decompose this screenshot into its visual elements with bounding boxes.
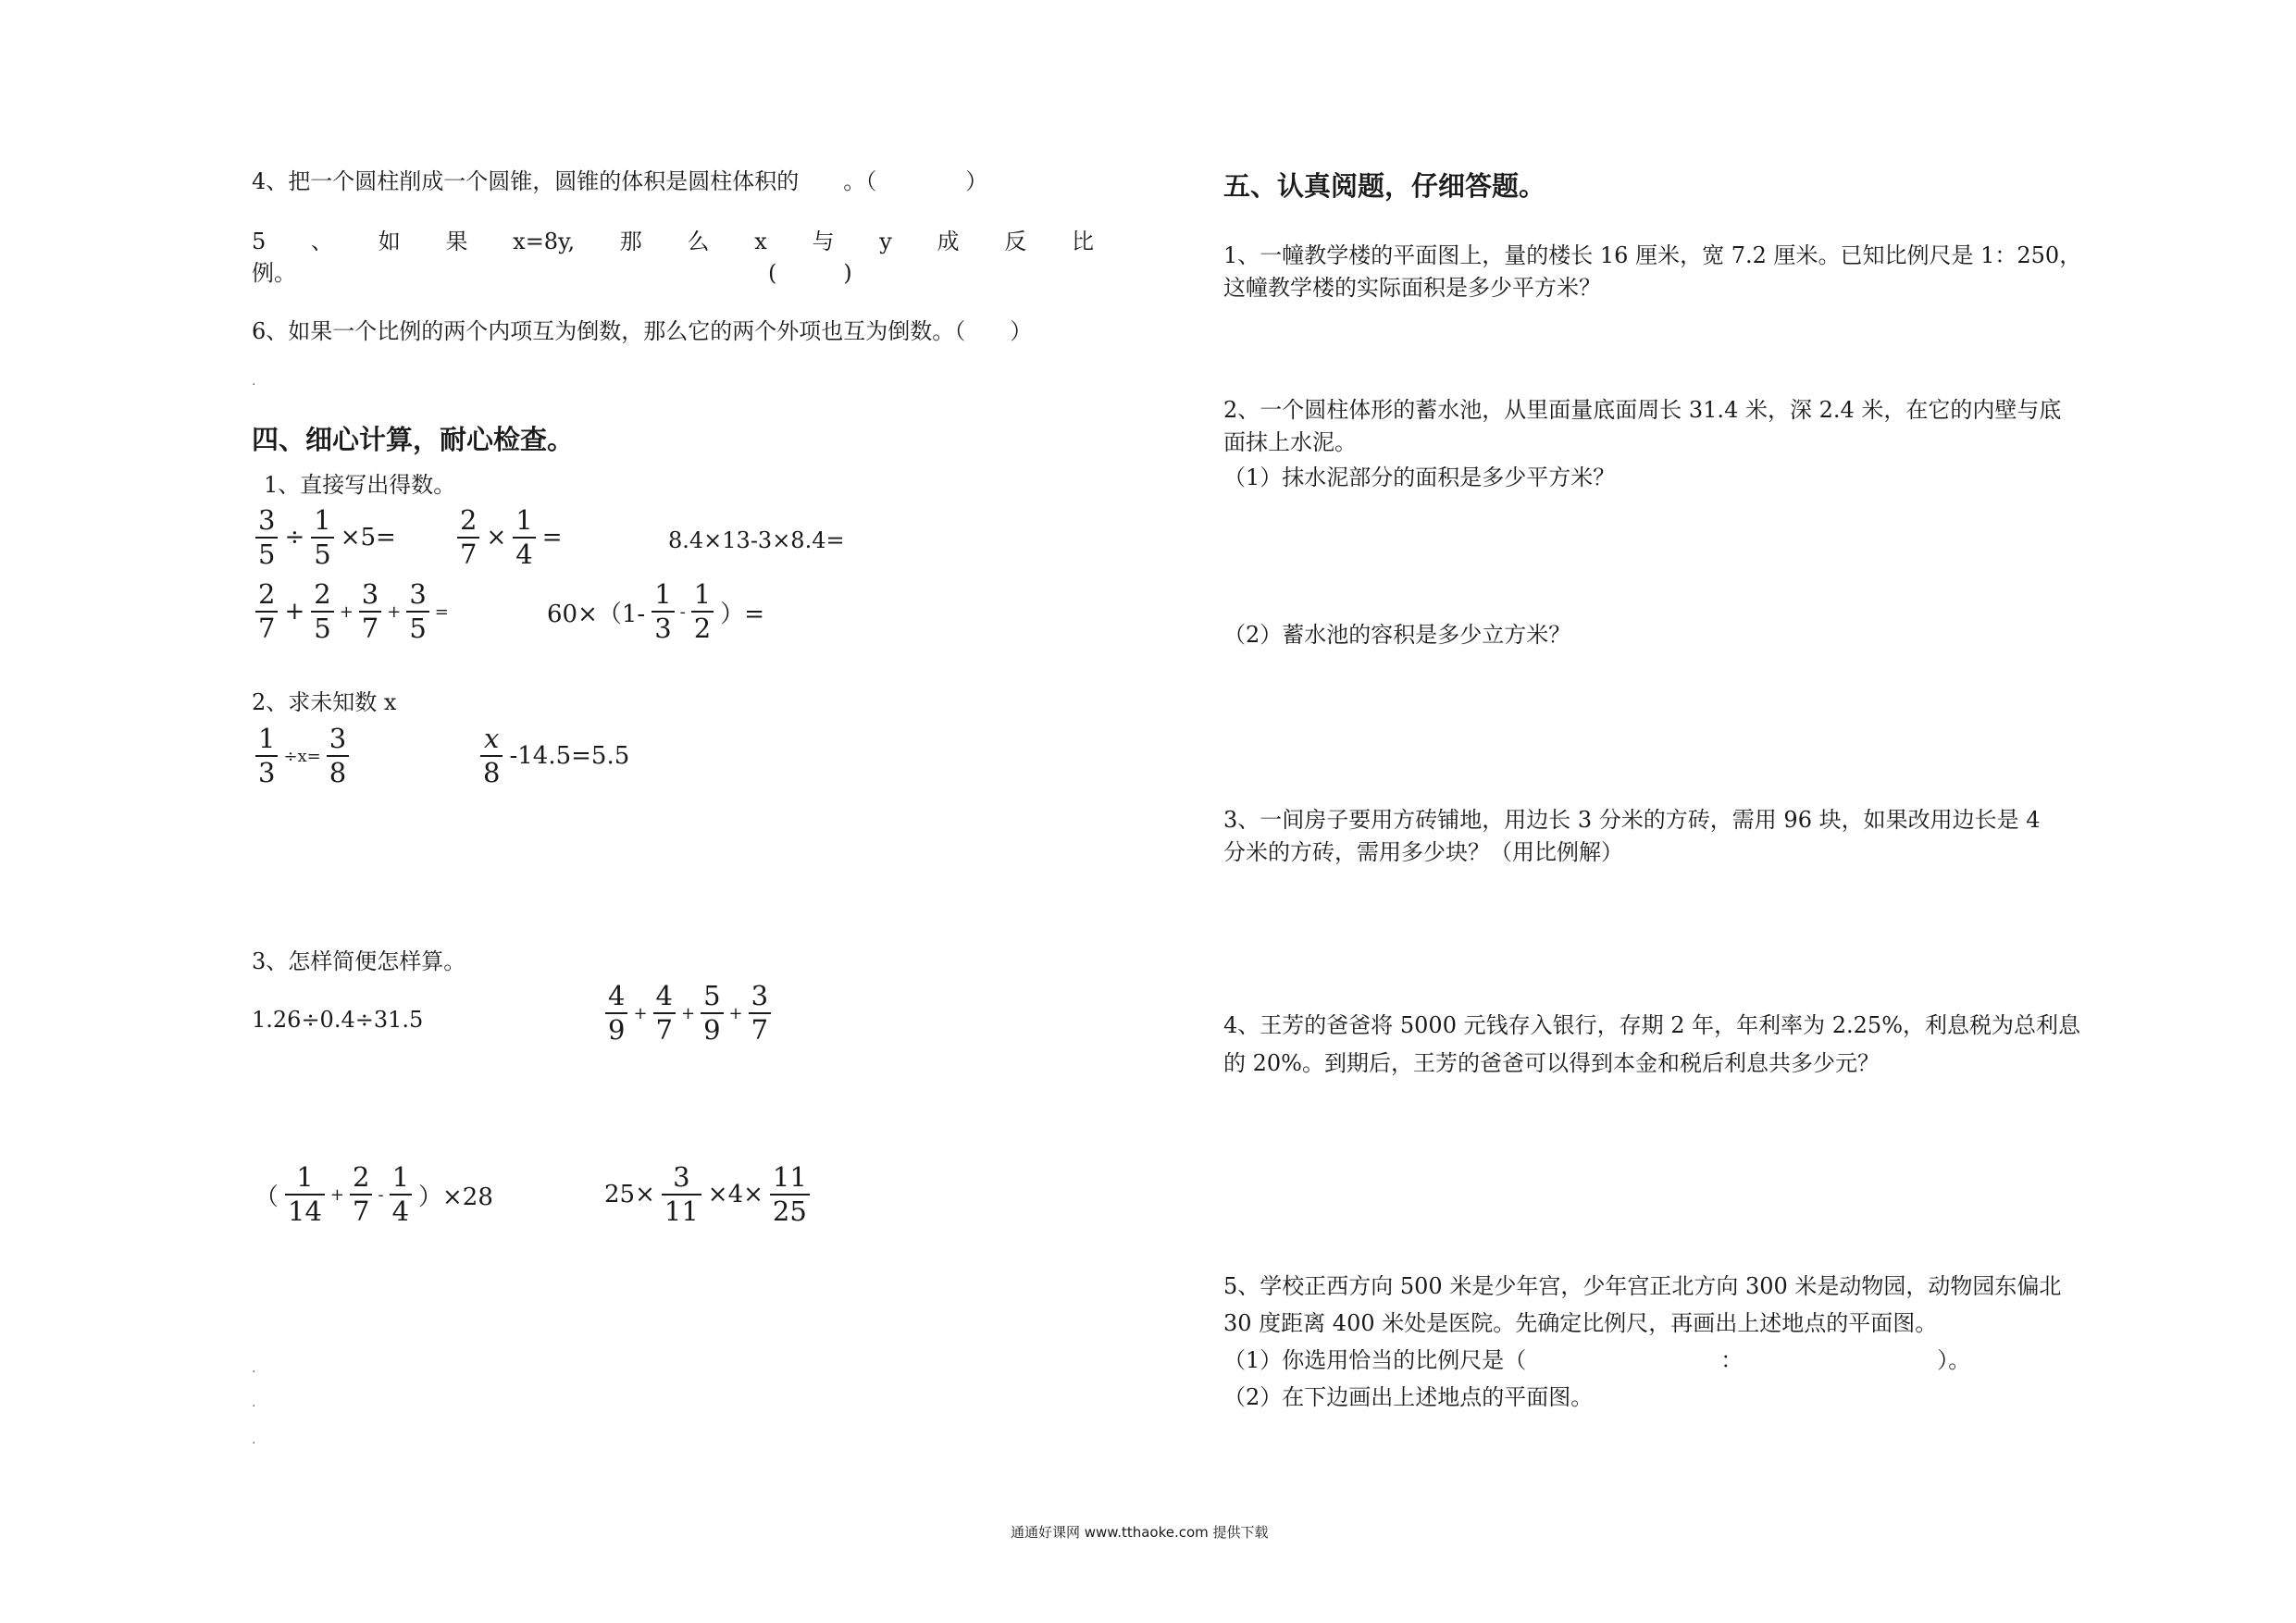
operator: -14.5=5.5	[509, 742, 630, 770]
question-5-line1	[252, 227, 1094, 256]
problem-2-line1: 2、一个圆柱体形的蓄水池，从里面量底面周长 31.4 米，深 2.4 米，在它的内壁与底	[1223, 397, 2062, 423]
expression-e4	[252, 578, 451, 644]
expression-e2	[453, 504, 565, 570]
operator: +	[339, 601, 354, 622]
scale-colon: ：	[1720, 1347, 1744, 1373]
fraction: $\frac{1}{5}$	[311, 507, 333, 568]
fraction: $\frac{1}{3}$	[255, 725, 278, 787]
expression-e8: 1.26÷0.4÷31.5	[252, 1007, 424, 1033]
problem-1-line2: 这幢教学楼的实际面积是多少平方米？	[1223, 275, 1601, 301]
fraction: $\frac{x}{8}$	[480, 725, 503, 787]
operator: 25×	[604, 1181, 655, 1208]
q5-token: y	[879, 229, 892, 254]
stray-dot: ·	[252, 1399, 256, 1414]
operator: +	[728, 1003, 743, 1023]
problem-4-line1: 4、王芳的爸爸将 5000 元钱存入银行，存期 2 年，年利率为 2.25%，利息税为总利息	[1223, 1012, 2081, 1038]
question-4: 4、把一个圆柱削成一个圆锥，圆锥的体积是圆柱体积的 。（ ）	[252, 168, 988, 194]
expression-e10	[252, 1161, 496, 1227]
q5-token: 、	[311, 229, 333, 254]
fraction: $\frac{11}{25}$	[770, 1164, 810, 1225]
operator: （	[254, 1183, 279, 1211]
expression-e7	[477, 725, 632, 787]
fraction: $\frac{4}{7}$	[653, 983, 676, 1044]
operator: +	[387, 601, 402, 622]
fraction: $\frac{3}{5}$	[255, 507, 278, 568]
sub-question-3: 3、怎样简便怎样算。	[252, 948, 466, 974]
problem-3-line1: 3、一间房子要用方砖铺地，用边长 3 分米的方砖，需用 96 块，如果改用边长是 4	[1223, 807, 2041, 833]
operator: +	[329, 1184, 345, 1205]
stray-dot: ·	[252, 1365, 256, 1380]
operator: ）×28	[418, 1183, 493, 1211]
operator: +	[633, 1003, 648, 1023]
expression-e1	[252, 504, 399, 570]
q5-token: 比	[1071, 229, 1094, 254]
expression-e3: 8.4×13-3×8.4=	[668, 527, 845, 553]
question-6: 6、如果一个比例的两个内项互为倒数，那么它的两个外项也互为倒数。（ ）	[252, 318, 1033, 344]
section-4-title: 四、细心计算，耐心检查。	[252, 424, 575, 455]
fraction: $\frac{5}{9}$	[701, 983, 723, 1044]
q5-token: 5	[252, 229, 267, 254]
q5-token: 如	[378, 229, 401, 254]
expression-e6	[252, 725, 353, 787]
question-5-line2: 例。	[252, 260, 296, 286]
fraction: $\frac{3}{7}$	[749, 983, 771, 1044]
fraction: $\frac{1}{4}$	[513, 507, 535, 568]
scale-close: ）。	[1937, 1347, 1971, 1373]
operator: +	[284, 598, 305, 626]
expression-e11	[602, 1161, 813, 1227]
fraction: $\frac{1}{4}$	[390, 1164, 412, 1225]
q5-token: 那	[619, 229, 642, 254]
fraction: $\frac{1}{2}$	[691, 581, 714, 642]
operator: ÷	[284, 524, 305, 551]
question-5-answer-paren: ( )	[768, 260, 852, 286]
q5-token: 反	[1004, 229, 1027, 254]
fraction: $\frac{2}{7}$	[350, 1164, 372, 1225]
q5-token: 么	[687, 229, 710, 254]
problem-5-sub2: （2）在下边画出上述地点的平面图。	[1223, 1384, 1594, 1410]
fraction: $\frac{3}{7}$	[359, 581, 381, 642]
fraction: $\frac{4}{9}$	[605, 983, 627, 1044]
operator: =	[434, 601, 449, 622]
operator: ×	[486, 524, 507, 551]
fraction: $\frac{1}{3}$	[652, 581, 674, 642]
problem-5-line1: 5、学校正西方向 500 米是少年宫，少年宫正北方向 300 米是动物园，动物园东偏北	[1223, 1273, 2062, 1299]
fraction: $\frac{2}{7}$	[457, 507, 479, 568]
operator: -	[679, 601, 686, 622]
sub-question-1: 1、直接写出得数。	[264, 472, 456, 498]
problem-1-line1: 1、一幢教学楼的平面图上，量的楼长 16 厘米，宽 7.2 厘米。已知比例尺是 1：250，	[1223, 242, 2082, 268]
stray-dot: ·	[252, 378, 256, 392]
stray-dot: ·	[252, 1436, 256, 1451]
q5-token: 与	[812, 229, 835, 254]
operator: =	[541, 524, 563, 551]
operator: -	[378, 1184, 384, 1205]
problem-4-line2: 的 20%。到期后，王芳的爸爸可以得到本金和税后利息共多少元？	[1223, 1050, 1880, 1076]
q5-token: x=8y,	[513, 229, 576, 254]
operator: +	[681, 1003, 696, 1023]
q5-token: 成	[937, 229, 960, 254]
sub-question-2: 2、求未知数 x	[252, 689, 397, 715]
operator: ÷x=	[283, 746, 321, 766]
fraction: $\frac{2}{7}$	[255, 581, 278, 642]
fraction: $\frac{1}{14}$	[285, 1164, 325, 1225]
fraction: $\frac{3}{5}$	[406, 581, 428, 642]
operator: ）=	[720, 600, 764, 628]
fraction: $\frac{3}{8}$	[327, 725, 349, 787]
problem-2-line2: 面抹上水泥。	[1223, 429, 1357, 455]
problem-5-line2: 30 度距离 400 米处是医院。先确定比例尺，再画出上述地点的平面图。	[1223, 1310, 1938, 1336]
section-5-title: 五、认真阅题，仔细答题。	[1223, 170, 1546, 202]
problem-2-sub2: （2）蓄水池的容积是多少立方米？	[1223, 622, 1571, 648]
operator: ×5=	[340, 524, 396, 551]
fraction: $\frac{3}{11}$	[662, 1164, 701, 1225]
operator: ×4×	[707, 1181, 763, 1208]
problem-2-sub1: （1）抹水泥部分的面积是多少平方米？	[1223, 465, 1616, 490]
expression-e5	[544, 578, 767, 644]
q5-token: x	[754, 229, 767, 254]
scale-prompt: （1）你选用恰当的比例尺是（	[1223, 1347, 1527, 1373]
expression-e9	[602, 980, 775, 1046]
operator: 60×（1-	[547, 600, 646, 628]
q5-token: 果	[445, 229, 468, 254]
problem-3-line2: 分米的方砖，需用多少块？（用比例解）	[1223, 839, 1623, 865]
problem-5-sub1	[1223, 1345, 1970, 1375]
page-footer: 通通好课网 www.tthaoke.com 提供下载	[1011, 1524, 1269, 1541]
fraction: $\frac{2}{5}$	[311, 581, 333, 642]
